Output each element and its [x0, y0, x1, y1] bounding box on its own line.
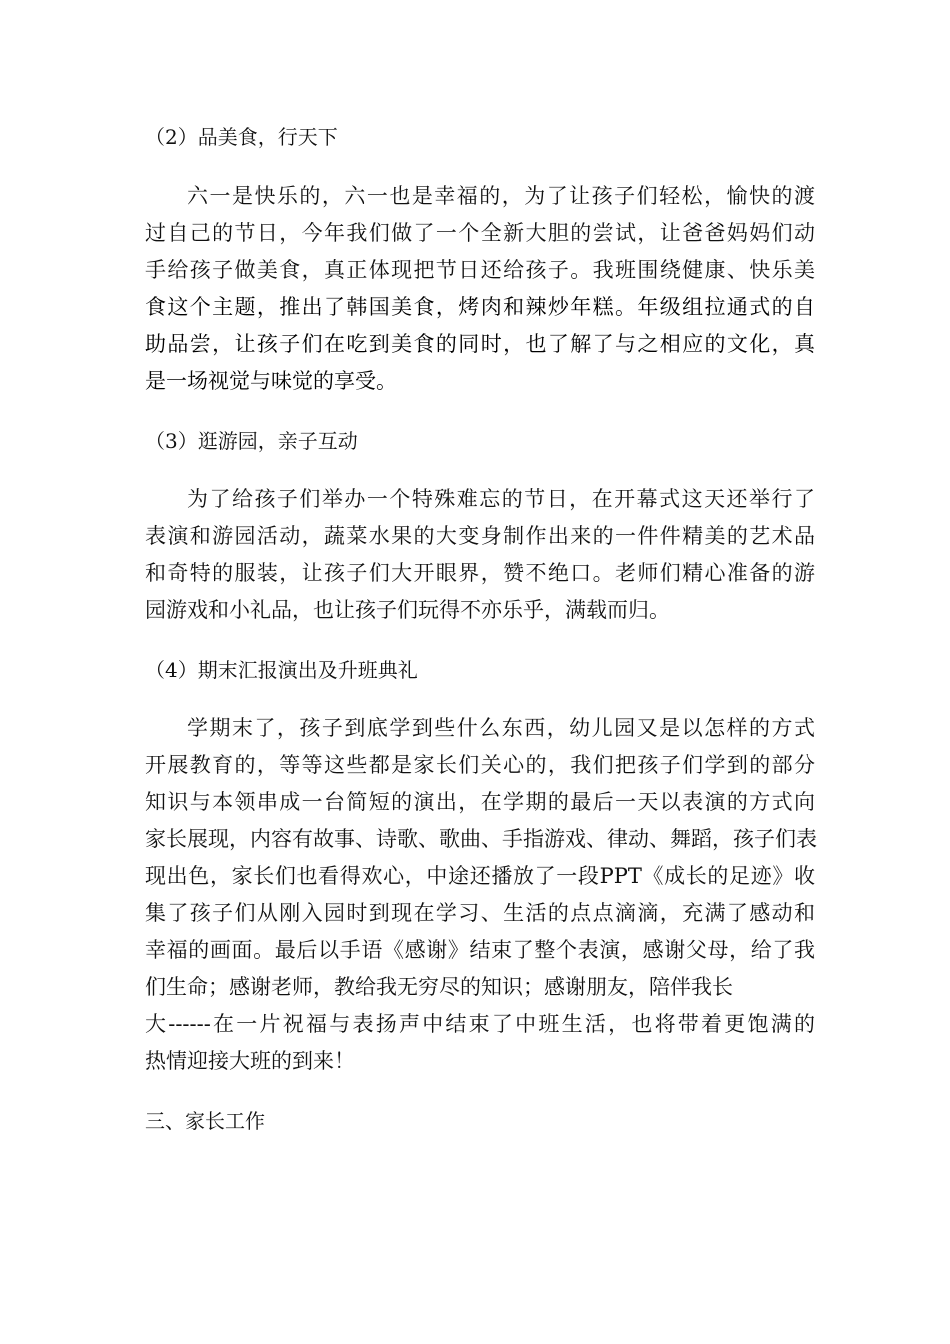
section-heading-3: （3）逛游园，亲子互动 — [145, 429, 358, 453]
paragraph-line: 为了给孩子们举办一个特殊难忘的节日，在开幕式这天还举行了 — [187, 487, 815, 511]
paragraph-performance — [145, 710, 815, 1080]
paragraph-line: 助品尝，让孩子们在吃到美食的同时，也了解了与之相应的文化，真 — [145, 332, 815, 356]
paragraph-line: 学期末了，孩子到底学到些什么东西，幼儿园又是以怎样的方式 — [187, 716, 815, 740]
paragraph-line: 家长展现，内容有故事、诗歌、歌曲、手指游戏、律动、舞蹈，孩子们表 — [145, 827, 817, 851]
paragraph-line: 开展教育的，等等这些都是家长们关心的，我们把孩子们学到的部分 — [145, 753, 815, 777]
section-heading-2: （2）品美食，行天下 — [145, 125, 338, 149]
paragraph-line: 表演和游园活动，蔬菜水果的大变身制作出来的一件件精美的艺术品 — [145, 524, 815, 548]
paragraph-line: 和奇特的服装，让孩子们大开眼界，赞不绝口。老师们精心准备的游 — [145, 561, 815, 585]
paragraph-line: 手给孩子做美食，真正体现把节日还给孩子。我班围绕健康、快乐美 — [145, 258, 815, 282]
paragraph-line: 食这个主题，推出了韩国美食，烤肉和辣炒年糕。年级组拉通式的自 — [145, 295, 815, 319]
paragraph-line: 大------在一片祝福与表扬声中结束了中班生活，也将带着更饱满的 — [145, 1012, 815, 1036]
paragraph-line: 园游戏和小礼品，也让孩子们玩得不亦乐乎，满载而归。 — [145, 598, 670, 622]
paragraph-food — [145, 178, 815, 400]
paragraph-line: 们生命；感谢老师，教给我无穷尽的知识；感谢朋友，陪伴我长 — [145, 975, 733, 999]
section-heading-parent-work: 三、家长工作 — [145, 1109, 265, 1133]
paragraph-line: 过自己的节日，今年我们做了一个全新大胆的尝试，让爸爸妈妈们动 — [145, 221, 815, 245]
paragraph-line: 热情迎接大班的到来！ — [145, 1049, 355, 1073]
paragraph-line: 知识与本领串成一台简短的演出，在学期的最后一天以表演的方式向 — [145, 790, 815, 814]
paragraph-line: 是一场视觉与味觉的享受。 — [145, 369, 397, 393]
paragraph-line: 集了孩子们从刚入园时到现在学习、生活的点点滴滴，充满了感动和 — [145, 901, 815, 925]
paragraph-line: 现出色，家长们也看得欢心，中途还播放了一段PPT《成长的足迹》收 — [145, 864, 815, 888]
paragraph-garden — [145, 481, 815, 629]
paragraph-line: 幸福的画面。最后以手语《感谢》结束了整个表演，感谢父母，给了我 — [145, 938, 815, 962]
paragraph-line: 六一是快乐的，六一也是幸福的，为了让孩子们轻松，愉快的渡 — [187, 184, 815, 208]
section-heading-4: （4）期末汇报演出及升班典礼 — [145, 658, 418, 682]
